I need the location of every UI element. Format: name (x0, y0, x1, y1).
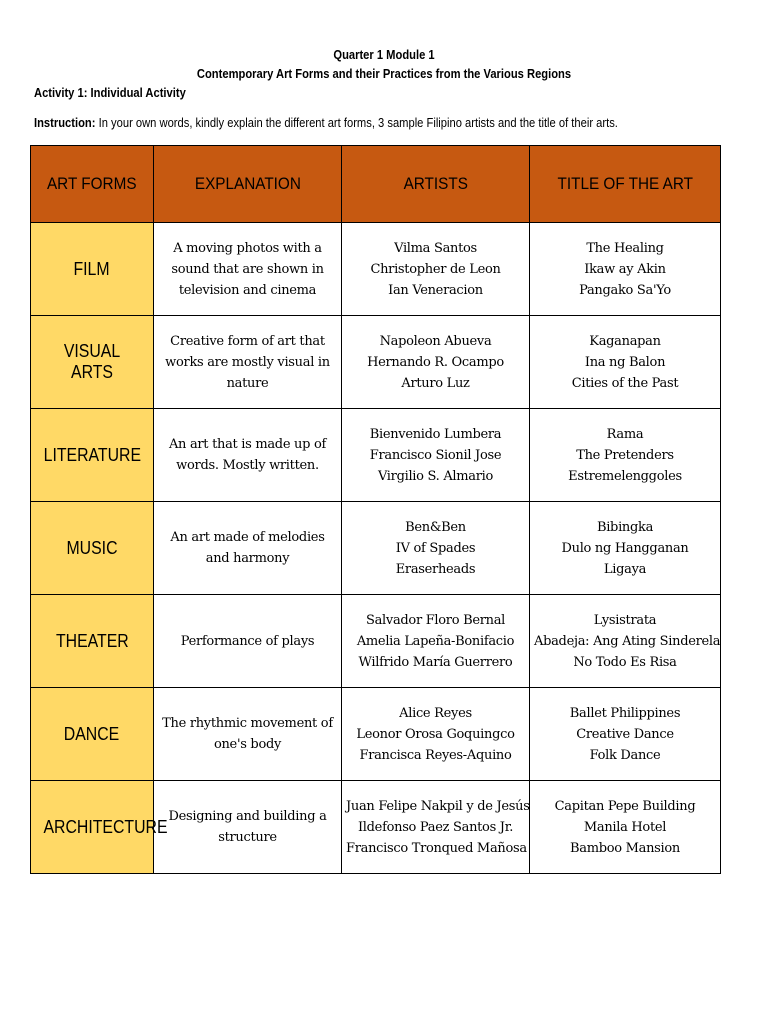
instruction (34, 115, 618, 130)
instruction-label: Instruction: (34, 115, 96, 130)
art-title: Creative Dance (576, 726, 674, 742)
artist-name: Christopher de Leon (370, 261, 501, 277)
artist-name: Eraserheads (395, 561, 476, 577)
artist-name: Ildefonso Paez Santos Jr. (357, 819, 514, 835)
art-title: The Healing (586, 240, 664, 256)
artist-name: Bienvenido Lumbera (369, 426, 502, 442)
explanation-cell: Performance of plays (154, 595, 342, 688)
art-titles-cell (530, 688, 721, 781)
art-title: Folk Dance (589, 747, 661, 763)
table-row (31, 502, 721, 595)
artist-name: Wilfrido María Guerrero (358, 654, 513, 670)
artists-cell (342, 316, 530, 409)
art-title: Kaganapan (589, 333, 661, 349)
art-form-cell: LITERATURE (31, 409, 154, 502)
artists-cell (342, 223, 530, 316)
art-title: Abadeja: Ang Ating Sinderela (534, 633, 721, 649)
artist-name: Leonor Orosa Goquingco (356, 726, 515, 742)
art-form-cell: FILM (31, 223, 154, 316)
artist-name: Alice Reyes (399, 705, 472, 721)
table-header-row (31, 146, 721, 223)
art-form-cell: THEATER (31, 595, 154, 688)
column-header: ARTISTS (342, 146, 530, 223)
artist-name: Vilma Santos (394, 240, 477, 256)
table-row (31, 781, 721, 874)
activity-heading: Activity 1: Individual Activity (34, 85, 186, 100)
artist-name: Francisco Sionil Jose (369, 447, 502, 463)
artists-cell (342, 595, 530, 688)
artist-name: Virgilio S. Almario (377, 468, 494, 484)
table-row (31, 409, 721, 502)
art-title: Lysistrata (593, 612, 657, 628)
art-title: Cities of the Past (571, 375, 679, 391)
artist-name: Arturo Luz (401, 375, 470, 391)
art-form-cell: VISUAL ARTS (31, 316, 154, 409)
artist-name: Francisca Reyes-Aquino (359, 747, 512, 763)
explanation-cell: The rhythmic movement of one's body (154, 688, 342, 781)
art-titles-cell (530, 781, 721, 874)
explanation-cell: An art made of melodies and harmony (154, 502, 342, 595)
artists-cell (342, 502, 530, 595)
explanation-cell: An art that is made up of words. Mostly written. (154, 409, 342, 502)
module-title: Contemporary Art Forms and their Practices from the Various Regions (196, 66, 572, 81)
artists-cell (342, 781, 530, 874)
art-title: Estremelenggoles (568, 468, 682, 484)
art-titles-cell (530, 223, 721, 316)
instruction-text: In your own words, kindly explain the different art forms, 3 sample Filipino artists and the title of their arts. (98, 115, 618, 130)
art-title: Ligaya (603, 561, 647, 577)
column-header: TITLE OF THE ART (530, 146, 721, 223)
table-row (31, 223, 721, 316)
column-header: EXPLANATION (154, 146, 342, 223)
explanation-cell: Creative form of art that works are mostly visual in nature (154, 316, 342, 409)
artist-name: Hernando R. Ocampo (367, 354, 504, 370)
artist-name: Ian Veneracion (388, 282, 483, 298)
art-title: Bibingka (596, 519, 654, 535)
artist-name: Juan Felipe Nakpil y de Jesús (346, 798, 530, 814)
column-header: ART FORMS (31, 146, 154, 223)
art-form-cell: MUSIC (31, 502, 154, 595)
art-forms-table (30, 145, 721, 874)
explanation-cell: A moving photos with a sound that are shown in television and cinema (154, 223, 342, 316)
table-row (31, 688, 721, 781)
artists-cell (342, 688, 530, 781)
art-form-cell: DANCE (31, 688, 154, 781)
art-title: Capitan Pepe Building (554, 798, 696, 814)
art-title: Pangako Sa'Yo (579, 282, 671, 298)
art-title: Ikaw ay Akin (584, 261, 666, 277)
art-titles-cell (530, 409, 721, 502)
art-title: Ina ng Balon (584, 354, 666, 370)
table-row (31, 316, 721, 409)
art-form-cell: ARCHITECTURE (31, 781, 154, 874)
art-title: Rama (606, 426, 644, 442)
art-titles-cell (530, 316, 721, 409)
art-title: Bamboo Mansion (569, 840, 680, 856)
art-title: No Todo Es Risa (573, 654, 677, 670)
explanation-cell: Designing and building a structure (154, 781, 342, 874)
art-titles-cell (530, 595, 721, 688)
art-title: Dulo ng Hangganan (561, 540, 689, 556)
art-title: Manila Hotel (583, 819, 667, 835)
artist-name: Napoleon Abueva (379, 333, 492, 349)
artist-name: Amelia Lapeña-Bonifacio (356, 633, 515, 649)
artist-name: Salvador Floro Bernal (365, 612, 506, 628)
art-title: Ballet Philippines (569, 705, 681, 721)
artist-name: IV of Spades (395, 540, 476, 556)
module-quarter: Quarter 1 Module 1 (333, 47, 435, 62)
table-row (31, 595, 721, 688)
art-title: The Pretenders (576, 447, 674, 463)
art-titles-cell (530, 502, 721, 595)
artists-cell (342, 409, 530, 502)
artist-name: Francisco Tronqued Mañosa (346, 840, 527, 856)
artist-name: Ben&Ben (405, 519, 466, 535)
